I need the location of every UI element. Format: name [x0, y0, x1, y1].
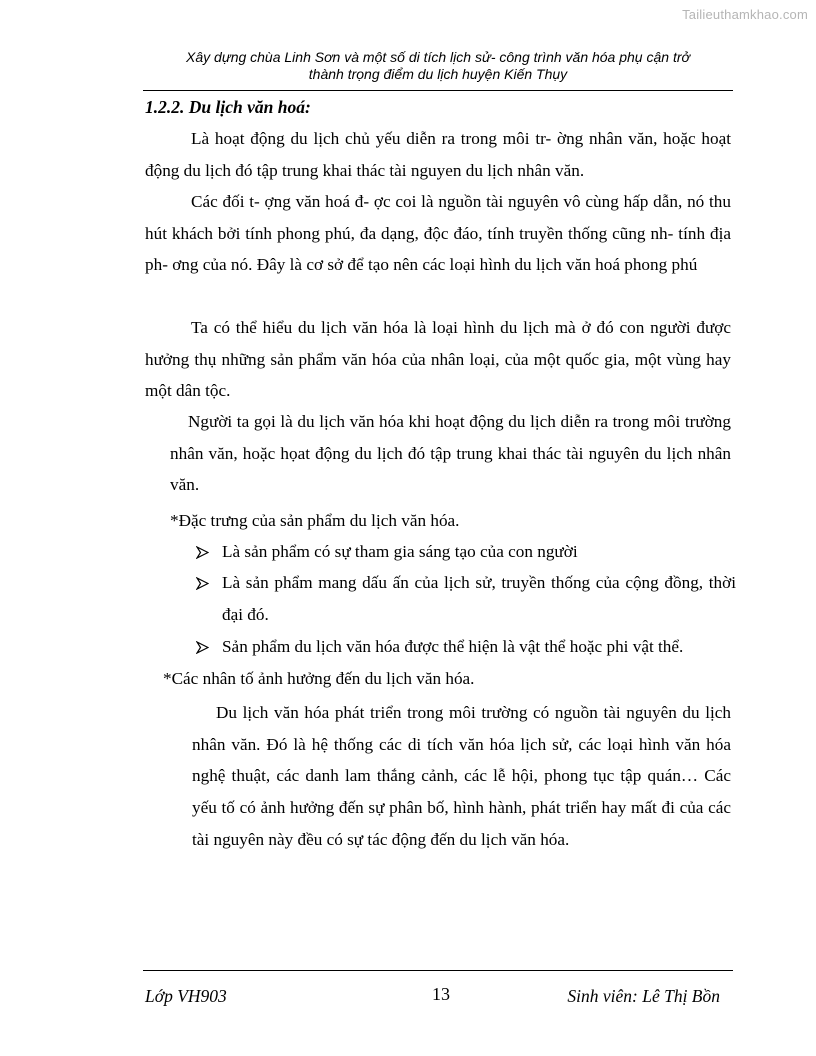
- page-header: [140, 49, 736, 83]
- watermark: Tailieuthamkhao.com: [682, 7, 808, 22]
- paragraph-factors: Du lịch văn hóa phát triển trong môi trường có nguồn tài nguyên du lịch nhân văn. Đó là hệ thống các di tích văn hóa lịch sử, các loại hình văn hóa nghệ thuật, các danh lam thắng cảnh, các lễ hội, phong tục tập quán… Các yếu tố có ảnh hưởng đến sự phân bố, hình hành, phát triển hay mất đi của các tài nguyên này đều có sự tác động đến du lịch văn hóa.: [192, 703, 731, 849]
- footer-student: Sinh viên: Lê Thị Bồn: [567, 986, 720, 1006]
- factors-title: *Các nhân tố ảnh hưởng đến du lịch văn hóa.: [163, 669, 475, 688]
- arrow-bullet-icon: [196, 631, 212, 654]
- feature-item-text: Là sản phẩm có sự tham gia sáng tạo của con người: [222, 542, 578, 561]
- arrow-bullet-icon: [196, 536, 212, 559]
- feature-item-text: Là sản phẩm mang dấu ấn của lịch sử, truyền thống của cộng đồng, thời đại đó.: [222, 573, 736, 624]
- arrow-bullet-icon: [196, 567, 212, 590]
- footer-class: Lớp VH903: [145, 986, 227, 1006]
- paragraph-naming: Người ta gọi là du lịch văn hóa khi hoạt động du lịch diễn ra trong môi trường nhân văn, hoặc họat động du lịch đó tập trung khai thác tài nguyên du lịch nhân văn.: [170, 412, 731, 495]
- header-rule: [143, 90, 733, 91]
- header-line-2: thành trọng điểm du lịch huyện Kiến Thụy: [308, 66, 568, 82]
- paragraph-definition: Là hoạt động du lịch chủ yếu diễn ra trong môi tr- ờng nhân văn, hoặc hoạt động du lịch đó tập trung khai thác tài nguyen du lịch nhân văn.: [145, 129, 731, 180]
- paragraph-cultural-objects: Các đối t- ợng văn hoá đ- ợc coi là nguồn tài nguyên vô cùng hấp dẫn, nó thu hút khách bởi tính phong phú, đa dạng, độc đáo, tính truyền thống cũng nh- tính địa ph- ơng của nó. Đây là cơ sở để tạo nên các loại hình du lịch văn hoá phong phú: [145, 192, 731, 275]
- feature-item: [196, 631, 736, 663]
- features-title: *Đặc trưng của sản phẩm du lịch văn hóa.: [170, 511, 460, 530]
- section-heading: 1.2.2. Du lịch văn hoá:: [145, 97, 311, 117]
- header-line-1: Xây dựng chùa Linh Sơn và một số di tích lịch sử- công trình văn hóa phụ cận trở: [186, 49, 690, 65]
- page-number: 13: [432, 984, 450, 1004]
- paragraph-understanding: Ta có thể hiểu du lịch văn hóa là loại hình du lịch mà ở đó con người được hưởng thụ những sản phẩm văn hóa của nhân loại, của một quốc gia, một vùng hay một dân tộc.: [145, 318, 731, 401]
- footer-rule: [143, 970, 733, 971]
- feature-item: [196, 567, 736, 630]
- feature-item-text: Sản phẩm du lịch văn hóa được thể hiện là vật thể hoặc phi vật thể.: [222, 637, 684, 656]
- feature-item: [196, 536, 736, 568]
